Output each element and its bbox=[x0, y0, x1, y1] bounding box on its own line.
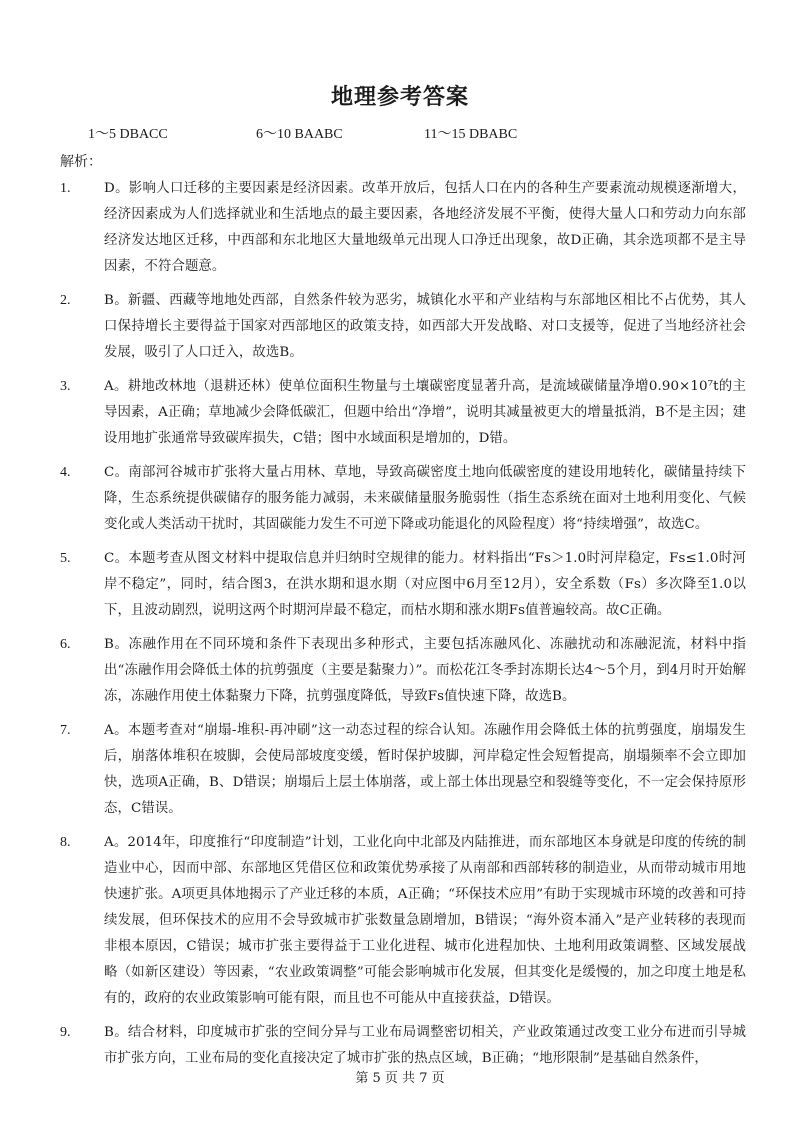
item-number: 9. bbox=[60, 1025, 71, 1040]
item-text: B。冻融作用在不同环境和条件下表现出多种形式，主要包括冻融风化、冻融扰动和冻融泥流，材料中指出“冻融作用会降低土体的抗剪强度（主要是黏聚力）”。而松花江冬季封冻期长达4～5个月，到4月时开始解冻，冻融作用使土体黏聚力下降，抗剪强度降低，导致Fs值快速下降，故选B。 bbox=[104, 637, 746, 704]
item-text: A。耕地改林地（退耕还林）使单位面积生物量与土壤碳密度显著升高，是流域碳储量净增0.90×10⁷t的主导因素，A正确；草地减少会降低碳汇，但题中给出“净增”，说明其减量被更大的增量抵消，B不是主因；建设用地扩张通常导致碳库损失，C错；图中水域面积是增加的，D错。 bbox=[104, 379, 746, 446]
analysis-item-3 bbox=[0, 374, 800, 452]
analysis-item-9 bbox=[0, 1020, 800, 1072]
analysis-item-8 bbox=[0, 830, 800, 1012]
item-number: 8. bbox=[60, 835, 71, 850]
item-text: D。影响人口迁移的主要因素是经济因素。改革开放后，包括人口在内的各种生产要素流动规模逐渐增大，经济因素成为人们选择就业和生活地点的最主要因素，各地经济发展不平衡，使得大量人口和劳动力向东部经济发达地区迁移，中西部和东北地区大量地级单元出现人口净迁出现象，故D正确，其余选项都不是主导因素，不符合题意。 bbox=[104, 181, 746, 274]
item-text: A。本题考查对“崩塌-堆积-再冲刷”这一动态过程的综合认知。冻融作用会降低土体的抗剪强度，崩塌发生后，崩落体堆积在坡脚，会使局部坡度变缓，暂时保护坡脚，河岸稳定性会短暂提高，崩塌频率不会立即加快，选项A正确，B、D错误；崩塌后上层土体崩落，或上部土体出现悬空和裂缝等变化，不一定会保持原形态，C错误。 bbox=[104, 723, 746, 816]
item-text: A。2014年，印度推行“印度制造”计划，工业化向中北部及内陆推进，而东部地区本身就是印度的传统的制造业中心，因而中部、东部地区凭借区位和政策优势承接了从南部和西部转移的制造业，从而带动城市用地快速扩张。A项更具体地揭示了产业迁移的本质，A正确；“环保技术应用”有助于实现城市环境的改善和可持续发展，但环保技术的应用不会导致城市扩张数量急剧增加，B错误；“海外资本涌入”是产业转移的表现而非根本原因，C错误；城市扩张主要得益于工业化进程、城市化进程加快、土地利用政策调整、区域发展战略（如新区建设）等因素，“农业政策调整”可能会影响城市化发展，但其变化是缓慢的，加之印度土地是私有的，政府的农业政策影响可能有限，而且也不可能从中直接获益，D错误。 bbox=[104, 835, 746, 1006]
analysis-item-2 bbox=[0, 288, 800, 366]
item-number: 2. bbox=[60, 293, 71, 308]
item-number: 1. bbox=[60, 181, 71, 196]
analysis-item-1 bbox=[0, 176, 800, 280]
item-number: 7. bbox=[60, 723, 71, 738]
item-number: 3. bbox=[60, 379, 71, 394]
analysis-item-4 bbox=[0, 460, 800, 538]
item-number: 5. bbox=[60, 551, 71, 566]
item-text: B。结合材料，印度城市扩张的空间分异与工业布局调整密切相关，产业政策通过改变工业分布进而引导城市扩张方向，工业布局的变化直接决定了城市扩张的热点区域，B正确；“地形限制”是基础自然条件， bbox=[104, 1025, 746, 1066]
analysis-item-7 bbox=[0, 718, 800, 822]
item-text: B。新疆、西藏等地地处西部，自然条件较为恶劣，城镇化水平和产业结构与东部地区相比不占优势，其人口保持增长主要得益于国家对西部地区的政策支持，如西部大开发战略、对口支援等，促进了当地经济社会发展，吸引了人口迁入，故选B。 bbox=[104, 293, 746, 360]
answer-group-1: 1～5 DBACC bbox=[88, 127, 168, 142]
item-number: 4. bbox=[60, 465, 71, 480]
analysis-list bbox=[0, 176, 800, 1080]
item-number: 6. bbox=[60, 637, 71, 652]
item-text: C。本题考查从图文材料中提取信息并归纳时空规律的能力。材料指出“Fs＞1.0时河岸稳定，Fs≤1.0时河岸不稳定”，同时，结合图3，在洪水期和退水期（对应图中6月至12月），安全系数（Fs）多次降至1.0以下，且波动剧烈，说明这两个时期河岸最不稳定，而枯水期和涨水期Fs值普遍较高。故C正确。 bbox=[104, 551, 746, 618]
item-text: C。南部河谷城市扩张将大量占用林、草地，导致高碳密度土地向低碳密度的建设用地转化，碳储量持续下降，生态系统提供碳储存的服务能力减弱，未来碳储量服务脆弱性（指生态系统在面对土地利用变化、气候变化或人类活动干扰时，其固碳能力发生不可逆下降或功能退化的风险程度）将“持续增强”，故选C。 bbox=[104, 465, 746, 532]
analysis-item-6 bbox=[0, 632, 800, 710]
page-footer: 第 5 页 共 7 页 bbox=[355, 1071, 445, 1086]
analysis-item-5 bbox=[0, 546, 800, 624]
analysis-label: 解析： bbox=[60, 154, 102, 170]
answer-group-2: 6～10 BAABC bbox=[256, 127, 343, 142]
answer-group-3: 11～15 DBABC bbox=[424, 127, 518, 142]
page-title: 地理参考答案 bbox=[330, 85, 469, 110]
